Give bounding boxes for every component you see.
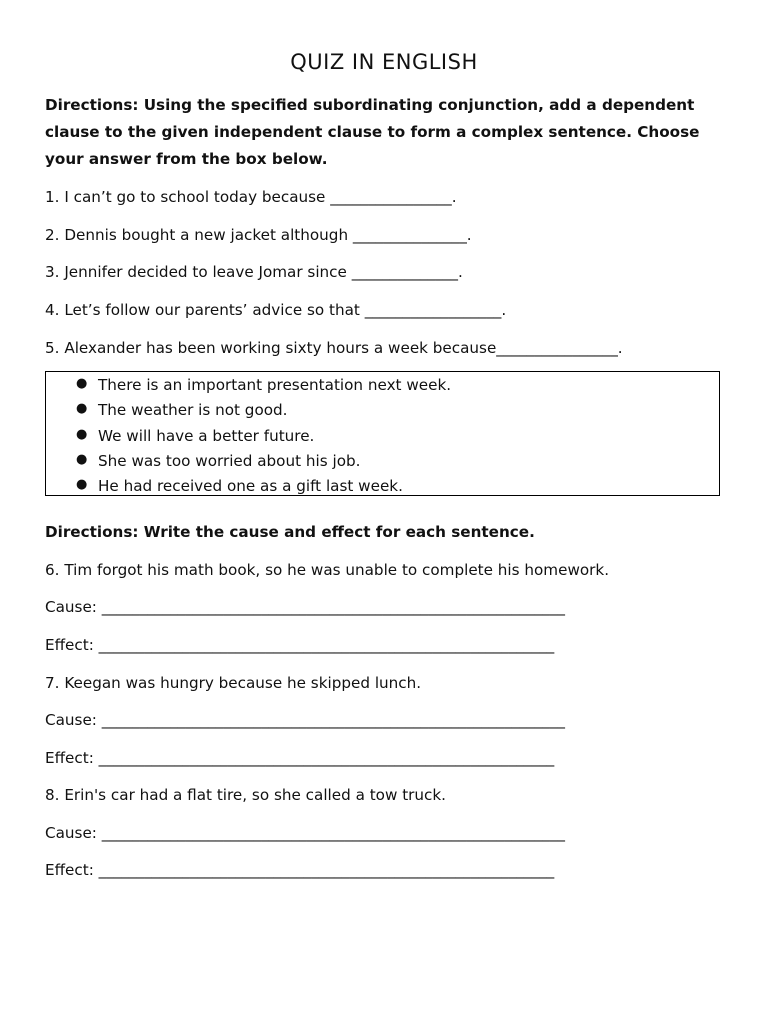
answer-choice-text: We will have a better future. xyxy=(98,427,315,445)
cause-line: Cause: _____________________________________________________________ xyxy=(45,598,565,616)
answer-choice xyxy=(76,427,315,445)
answer-choice xyxy=(76,401,288,419)
bullet-icon: ● xyxy=(76,427,88,442)
question-4: 4. Let’s follow our parents’ advice so that __________________. xyxy=(45,301,507,319)
answer-choices-box xyxy=(45,371,720,496)
effect-line: Effect: ____________________________________________________________ xyxy=(45,749,555,767)
bullet-icon: ● xyxy=(76,477,88,492)
bullet-icon: ● xyxy=(76,452,88,467)
answer-choice-text: She was too worried about his job. xyxy=(98,452,361,470)
directions-part2: Directions: Write the cause and effect for each sentence. xyxy=(45,523,535,541)
bullet-icon: ● xyxy=(76,376,88,391)
question-5: 5. Alexander has been working sixty hours a week because________________. xyxy=(45,339,623,357)
bullet-icon: ● xyxy=(76,401,88,416)
answer-choice xyxy=(76,477,403,495)
answer-choice xyxy=(76,452,361,470)
effect-line: Effect: ____________________________________________________________ xyxy=(45,861,555,879)
cause-line: Cause: _____________________________________________________________ xyxy=(45,711,565,729)
answer-choice-text: He had received one as a gift last week. xyxy=(98,477,403,495)
question-8: 8. Erin's car had a flat tire, so she called a tow truck. xyxy=(45,786,447,804)
answer-choice-text: There is an important presentation next week. xyxy=(98,376,452,394)
page-title: QUIZ IN ENGLISH xyxy=(290,50,478,74)
question-2: 2. Dennis bought a new jacket although _______________. xyxy=(45,226,472,244)
answer-choice xyxy=(76,376,452,394)
question-1: 1. I can’t go to school today because ________________. xyxy=(45,188,457,206)
question-3: 3. Jennifer decided to leave Jomar since ______________. xyxy=(45,263,463,281)
answer-choice-text: The weather is not good. xyxy=(98,401,288,419)
question-7: 7. Keegan was hungry because he skipped lunch. xyxy=(45,674,422,692)
question-6: 6. Tim forgot his math book, so he was unable to complete his homework. xyxy=(45,561,610,579)
effect-line: Effect: ____________________________________________________________ xyxy=(45,636,555,654)
cause-line: Cause: _____________________________________________________________ xyxy=(45,824,565,842)
directions-part1: Directions: Using the specified subordinating conjunction, add a dependent clause to the given independent clause to form a complex sentence. Choose your answer from the box below. xyxy=(45,96,700,168)
